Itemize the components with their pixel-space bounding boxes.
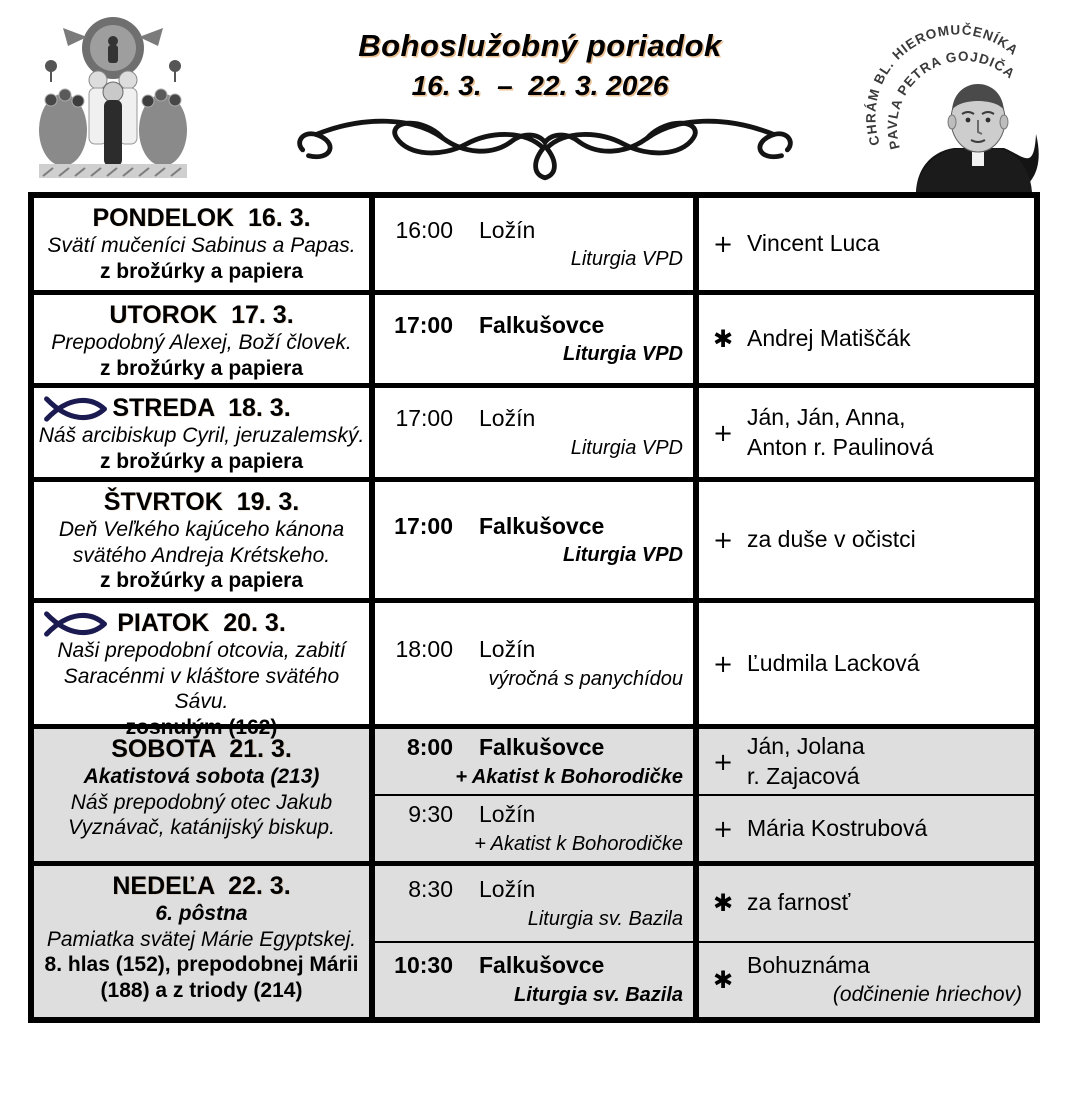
service-detail: Liturgia VPD (570, 248, 683, 271)
page-title-block (290, 28, 790, 102)
intention-text (747, 951, 1022, 1008)
feast-text: Prepodobný Alexej, Boží človek. (51, 331, 352, 354)
rubric-note: z brožúrky a papiera (99, 259, 304, 283)
feast-text: Náš arcibiskup Cyril, jeruzalemský. (38, 424, 365, 447)
ichthys-fish-icon (42, 610, 108, 638)
service-place: Falkušovce (479, 952, 605, 979)
row-stvrtok (34, 477, 1034, 598)
feast-text: Náš prepodobný otec Jakub Vyznávač, katánijský biskup. (68, 790, 335, 840)
day-cell (34, 603, 375, 739)
day-cell (34, 388, 375, 477)
intention-line1: Ján, Ján, Anna, (747, 403, 906, 430)
service-cell (375, 729, 699, 794)
page-title: Bohoslužobný poriadok (358, 28, 722, 63)
row-sobota (34, 724, 1034, 861)
day-subtitle: 6. pôstna (155, 902, 248, 925)
intention-cell (699, 943, 1034, 1018)
intention-cell (699, 388, 1034, 477)
service-detail: výročná s panychídou (488, 667, 683, 690)
service-detail: + Akatist k Bohorodičke (474, 832, 683, 855)
row-utorok (34, 290, 1034, 383)
service-time: 9:30 (408, 801, 453, 828)
service-place: Ložín (479, 216, 536, 243)
cross-symbol: + (712, 230, 734, 258)
day-cell (34, 295, 375, 383)
service-cell (375, 295, 699, 383)
service-time: 10:30 (394, 952, 453, 979)
service-time: 8:30 (408, 875, 453, 902)
cross-symbol: + (712, 418, 734, 447)
service-time: 16:00 (395, 216, 453, 243)
day-cell (34, 482, 375, 598)
cross-symbol: + (712, 814, 734, 843)
intention-text: Andrej Matiščák (747, 325, 911, 352)
intention-line2: (odčinenie hriechov) (832, 983, 1022, 1007)
stamp-text-outer: CHRÁM BL. HIEROMUČENÍKA (863, 22, 1022, 148)
service-time: 8:00 (406, 734, 453, 761)
ascension-icon-image (35, 8, 191, 184)
star-symbol: ✱ (712, 889, 734, 918)
row-streda (34, 383, 1034, 477)
day-title: PONDELOK 16. 3. (92, 204, 311, 232)
rubric-note: z brožúrky a papiera (99, 356, 304, 380)
rubric-note: z brožúrky a papiera (99, 569, 304, 593)
intention-text (747, 403, 1022, 463)
star-symbol: ✱ (712, 325, 734, 353)
row-pondelok (34, 198, 1034, 290)
cross-symbol: + (712, 526, 734, 554)
day-cell (34, 866, 375, 1017)
service-time: 17:00 (395, 405, 453, 432)
service-cell (375, 603, 699, 724)
service-detail: Liturgia sv. Bazila (527, 907, 683, 930)
intention-line2: Anton r. Paulinová (747, 433, 934, 460)
day-title: NEDEĽA 22. 3. (112, 872, 291, 900)
service-cell (375, 198, 699, 290)
service-time: 17:00 (394, 311, 453, 338)
service-place: Falkušovce (479, 734, 605, 761)
service-detail: Liturgia sv. Bazila (514, 984, 683, 1007)
schedule-table (28, 192, 1040, 1023)
date-range: 16. 3. – 22. 3. 2026 (411, 70, 669, 101)
gojdic-portrait (916, 84, 1039, 193)
intention-cell (699, 866, 1034, 941)
service-cell (375, 482, 699, 598)
day-title: SOBOTA 21. 3. (111, 735, 292, 763)
rubric-note: zosnulým (162) (125, 715, 278, 739)
intention-line1: Bohuznáma (747, 952, 870, 979)
day-title: PIATOK 20. 3. (117, 609, 286, 637)
service-cell (375, 866, 699, 941)
service-place: Falkušovce (479, 311, 605, 338)
intention-text: za farnosť (747, 889, 851, 916)
service-place: Falkušovce (479, 512, 605, 539)
day-title: STREDA 18. 3. (112, 394, 291, 422)
service-place: Ložín (479, 636, 536, 663)
service-cell (375, 943, 699, 1018)
service-place: Ložín (479, 801, 536, 828)
rubric-note: z brožúrky a papiera (99, 449, 304, 473)
service-detail: + Akatist k Bohorodičke (455, 765, 683, 788)
parish-stamp (858, 10, 1050, 192)
intention-cell (699, 603, 1034, 724)
day-title: ŠTVRTOK 19. 3. (103, 488, 300, 516)
intention-cell (699, 796, 1034, 861)
intention-cell (699, 729, 1034, 794)
feast-text: Svätí mučeníci Sabinus a Papas. (47, 234, 356, 257)
cross-symbol: + (712, 747, 734, 776)
intention-text: Vincent Luca (747, 230, 880, 257)
service-detail: Liturgia VPD (570, 436, 683, 459)
feast-text: Pamiatka svätej Márie Egyptskej. (46, 927, 357, 951)
feast-text: Naši prepodobní otcovia, zabití Saracénmi v kláštore svätého Sávu. (57, 639, 346, 714)
cross-symbol: + (712, 649, 734, 678)
day-cell (34, 198, 375, 290)
service-detail: Liturgia VPD (562, 343, 683, 366)
service-place: Ložín (479, 405, 536, 432)
intention-line1: Ján, Jolana (747, 732, 865, 759)
intention-cell (699, 198, 1034, 290)
day-subtitle: Akatistová sobota (213) (83, 765, 320, 788)
row-nedela (34, 861, 1034, 1017)
intention-text: Mária Kostrubová (747, 814, 928, 841)
service-detail: Liturgia VPD (562, 544, 683, 567)
row-piatok (34, 598, 1034, 739)
service-cell (375, 796, 699, 861)
service-time: 18:00 (395, 636, 453, 663)
intention-cell (699, 295, 1034, 383)
service-cell (375, 388, 699, 477)
intention-cell (699, 482, 1034, 598)
intention-text (747, 732, 1022, 792)
flourish-ornament-icon (295, 112, 795, 182)
stamp-text-inner: PAVLA PETRA GOJDIČA (884, 48, 1019, 151)
day-cell (34, 729, 375, 861)
intention-text: za duše v očistci (747, 526, 916, 553)
service-time: 17:00 (394, 512, 453, 539)
rubric-note: 8. hlas (152), prepodobnej Márii (188) a z triody (214) (44, 953, 359, 1003)
service-place: Ložín (479, 875, 536, 902)
intention-line2: r. Zajacová (747, 762, 860, 789)
feast-text: Deň Veľkého kajúceho kánona svätého Andreja Krétskeho. (58, 518, 345, 567)
star-symbol: ✱ (712, 965, 734, 994)
ichthys-fish-icon (42, 395, 108, 423)
intention-text: Ľudmila Lacková (747, 649, 920, 676)
day-title: UTOROK 17. 3. (109, 301, 294, 329)
